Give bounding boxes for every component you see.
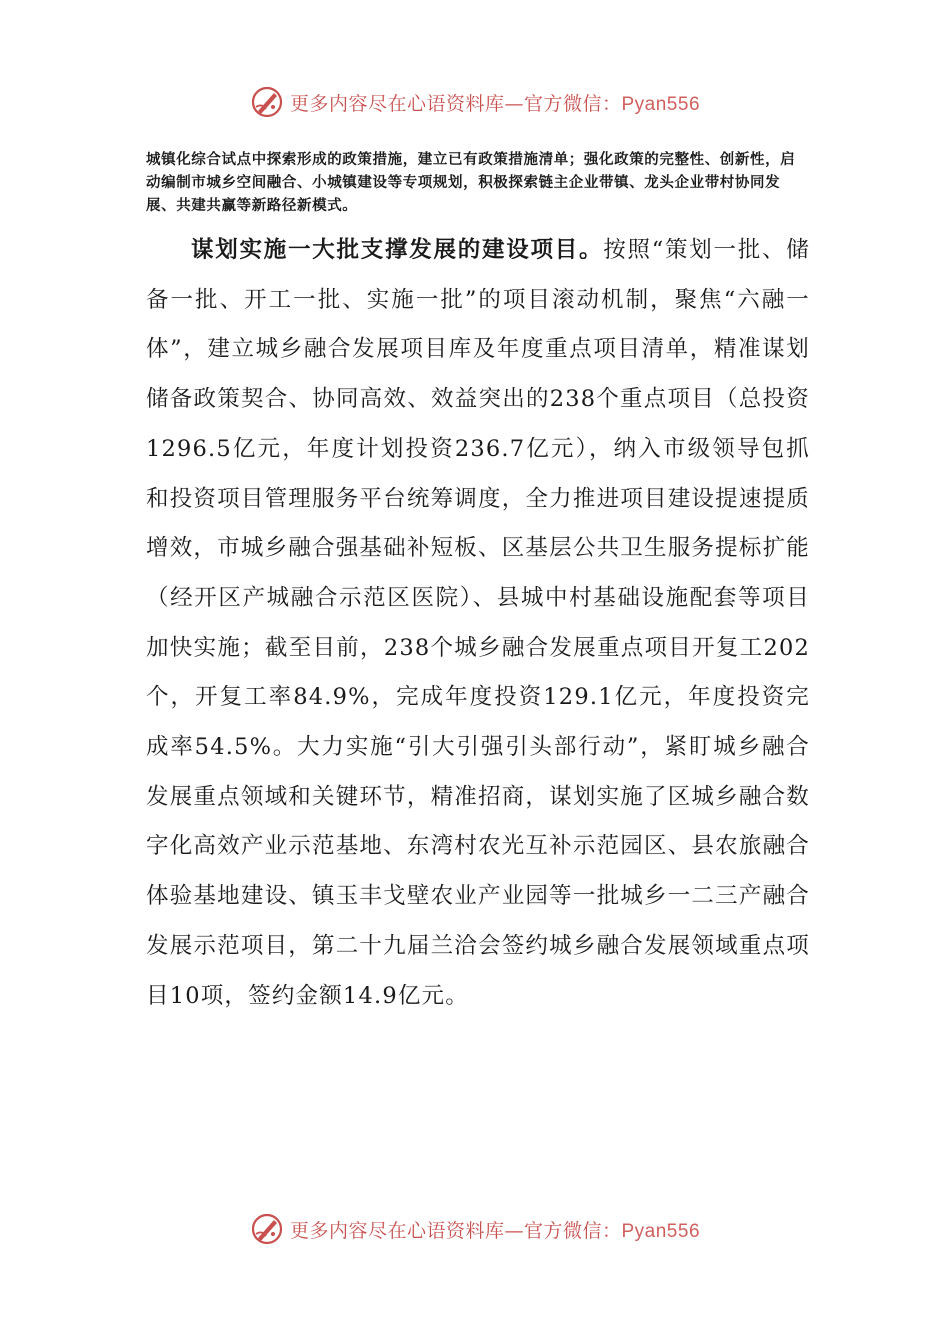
header-watermark bbox=[0, 82, 950, 122]
watermark-wechat-id: Pyan556 bbox=[621, 93, 701, 115]
main-paragraph-lead: 谋划实施一大批支撑发展的建设项目。 bbox=[191, 237, 604, 263]
main-paragraph-body: 按照“策划一批、储备一批、开工一批、实施一批”的项目滚动机制，聚焦“六融一体”，建立城乡融合发展项目库及年度重点项目清单，精准谋划储备政策契合、协同高效、效益突出的238个重点项目（总投资1296.5亿元，年度计划投资236.7亿元），纳入市级领导包抓和投资项目管理服务平台统筹调度，全力推进项目建设提速提质增效，市城乡融合强基础补短板、区基层公共卫生服务提标扩能（经开区产城融合示范区医院）、县城中村基础设施配套等项目加快实施；截至目前，238个城乡融合发展重点项目开复工202个，开复工率84.9%，完成年度投资129.1亿元，年度投资完成率54.5%。大力实施“引大引强引头部行动”，紧盯城乡融合发展重点领域和关键环节，精准招商，谋划实施了区城乡融合数字化高效产业示范基地、东湾村农光互补示范园区、县农旅融合体验基地建设、镇玉丰戈壁农业产业园等一批城乡一二三产融合发展示范项目，第二十九届兰洽会签约城乡融合发展领域重点项目10项，签约金额14.9亿元。 bbox=[146, 237, 810, 1009]
watermark-text bbox=[290, 1216, 700, 1243]
pen-seal-icon bbox=[250, 85, 284, 119]
watermark-brand: 更多内容尽在心语资料库—官方微信： bbox=[289, 1219, 622, 1242]
watermark-wechat-id: Pyan556 bbox=[621, 1220, 701, 1242]
watermark-text bbox=[290, 89, 700, 116]
main-paragraph bbox=[146, 226, 810, 1021]
watermark-brand: 更多内容尽在心语资料库—官方微信： bbox=[289, 92, 622, 115]
pen-seal-icon bbox=[250, 1212, 284, 1246]
footer-watermark bbox=[0, 1209, 950, 1249]
intro-paragraph: 城镇化综合试点中探索形成的政策措施，建立已有政策措施清单；强化政策的完整性、创新性，启动编制市城乡空间融合、小城镇建设等专项规划，积极探索链主企业带镇、龙头企业带村协同发展、共建共赢等新路径新模式。 bbox=[146, 151, 796, 214]
